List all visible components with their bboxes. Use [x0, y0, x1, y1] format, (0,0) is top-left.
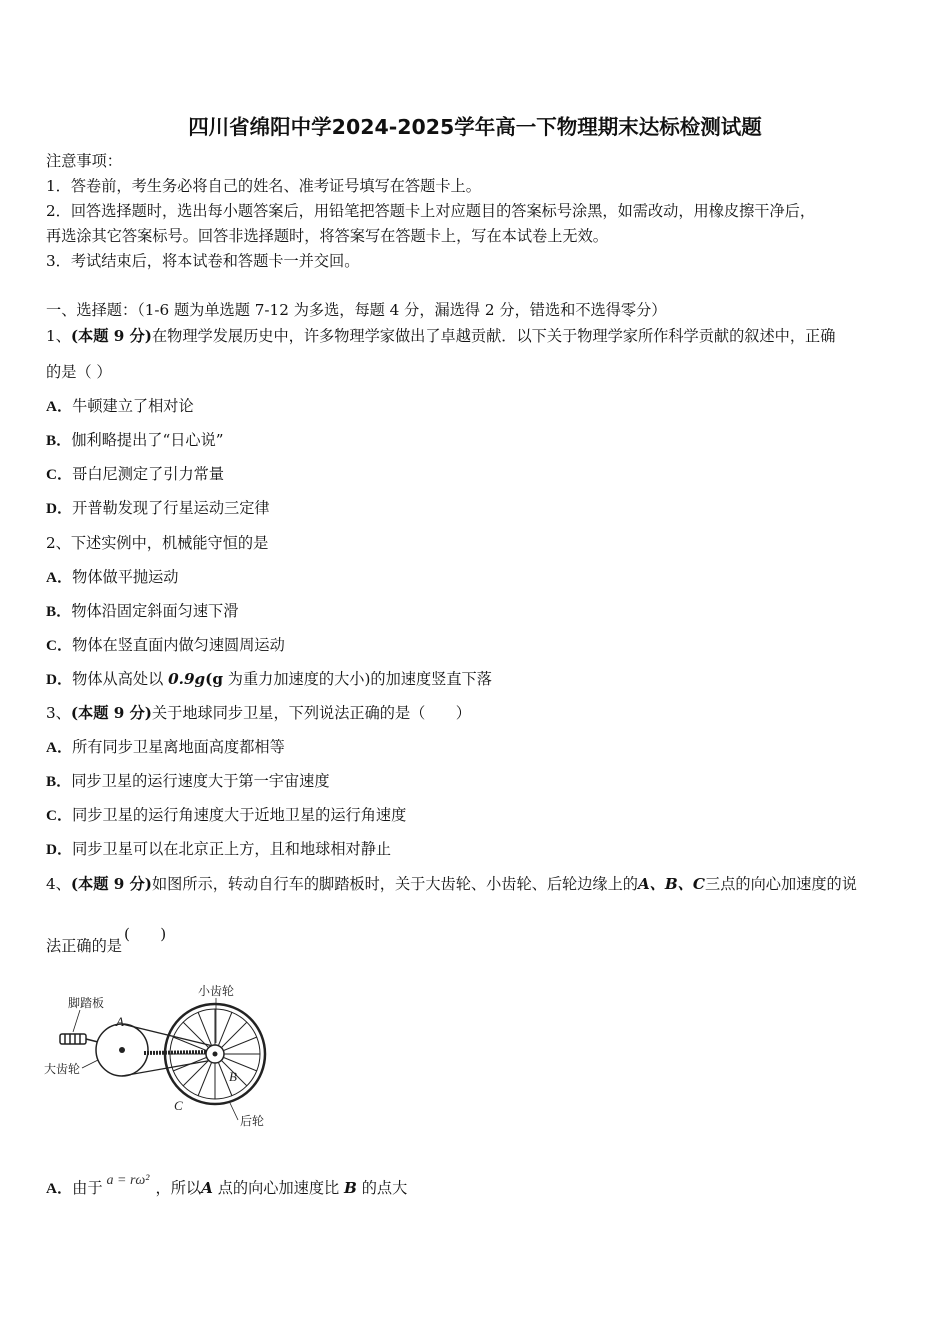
big-gear-label: 大齿轮: [44, 1062, 81, 1076]
answer-paren: ( ): [123, 925, 167, 943]
q1-option-d: D．开普勒发现了行星运动三定律: [46, 499, 270, 517]
q3-option-b: B．同步卫星的运行速度大于第一宇宙速度: [46, 772, 330, 790]
q3-option-c: C．同步卫星的运行角速度大于近地卫星的运行角速度: [46, 806, 407, 824]
point-a-label: A: [116, 1014, 124, 1029]
q1-option-b: B．伽利略提出了“日心说”: [46, 431, 224, 449]
q3-option-a: A．所有同步卫星离地面高度都相等: [46, 738, 285, 756]
q1-stem-text: 在物理学发展历史中，许多物理学家做出了卓越贡献．以下关于物理学家所作科学贡献的叙述中，正确: [151, 327, 836, 345]
notice-item-3: 3．考试结束后，将本试卷和答题卡一并交回。: [46, 252, 360, 270]
q1-score: (本题 9 分): [70, 327, 152, 345]
point-c-label: C: [174, 1098, 183, 1113]
q4-option-a: A．由于 a = rω² ，所以A 点的向心加速度比 B 的点大: [46, 1173, 408, 1197]
pedal-label: 脚踏板: [68, 996, 105, 1010]
notice-item-1: 1．答卷前，考生务必将自己的姓名、准考证号填写在答题卡上。: [46, 177, 481, 195]
q3-stem: 3、(本题 9 分)关于地球同步卫星，下列说法正确的是（ ）: [46, 704, 471, 722]
point-b-label: B: [229, 1069, 237, 1084]
q2-option-b: B．物体沿固定斜面匀速下滑: [46, 602, 239, 620]
q2-option-c: C．物体在竖直面内做匀速圆周运动: [46, 636, 285, 654]
q1-stem-line-2: 的是（ ）: [46, 363, 112, 381]
q1-stem-line-1: [46, 326, 835, 346]
q2-option-a: A．物体做平抛运动: [46, 568, 179, 586]
q1-number: 1、: [46, 327, 71, 345]
q4-stem-line-1: 4、(本题 9 分)如图所示，转动自行车的脚踏板时，关于大齿轮、小齿轮、后轮边缘上的A、B、C三点的向心加速度的说: [46, 875, 857, 893]
q4-stem-line-2: 法正确的是( ): [46, 925, 167, 955]
q2-option-d: D．物体从高处以 0.9g(g 为重力加速度的大小)的加速度竖直下落: [46, 670, 492, 688]
notice-heading: 注意事项：: [46, 152, 122, 170]
q1-option-a: A．牛顿建立了相对论: [46, 397, 194, 415]
q2-stem: 2、下述实例中，机械能守恒的是: [46, 534, 269, 552]
q3-option-d: D．同步卫星可以在北京正上方，且和地球相对静止: [46, 840, 392, 858]
centripetal-formula: a = rω²: [106, 1173, 150, 1188]
notice-item-2-line-2: 再选涂其它答案标号。回答非选择题时，将答案写在答题卡上，写在本试卷上无效。: [46, 227, 608, 245]
exam-title: 四川省绵阳中学2024-2025学年高一下物理期末达标检测试题: [188, 115, 762, 139]
small-gear-label: 小齿轮: [198, 984, 235, 998]
section-heading: 一、选择题：（1-6 题为单选题 7-12 为多选，每题 4 分，漏选得 2 分，错选和不选得零分）: [46, 301, 667, 319]
q1-option-c: C．哥白尼测定了引力常量: [46, 465, 225, 483]
bicycle-gear-figure: [40, 980, 280, 1130]
rear-wheel-label: 后轮: [240, 1114, 265, 1128]
notice-item-2-line-1: 2．回答选择题时，选出每小题答案后，用铅笔把答题卡上对应题目的答案标号涂黑，如需改动，用橡皮擦干净后，: [46, 202, 816, 220]
pedal-shape: [60, 1034, 86, 1044]
